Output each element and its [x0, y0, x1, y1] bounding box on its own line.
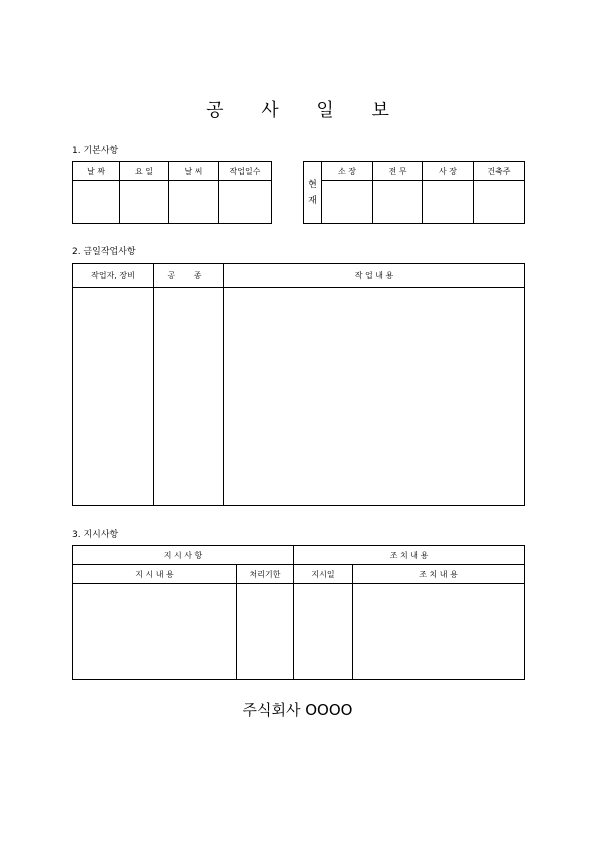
header-executive: 전 무 [373, 162, 423, 181]
approval-side-label [304, 162, 322, 224]
weather-cell[interactable] [169, 181, 219, 224]
header-weather: 날 씨 [169, 162, 219, 181]
workers-equipment-cell[interactable] [73, 288, 154, 506]
instruction-content-cell[interactable] [73, 584, 237, 680]
president-sign-cell[interactable] [423, 181, 474, 224]
header-instructions-group: 지 시 사 항 [73, 546, 294, 565]
header-weekday: 요 일 [120, 162, 169, 181]
header-work-content: 작 업 내 용 [224, 264, 525, 288]
section-2-label: 2. 금일작업사항 [72, 247, 136, 257]
header-owner: 건축주 [474, 162, 525, 181]
header-action-content: 조 치 내 용 [353, 565, 525, 584]
approval-table [303, 161, 525, 224]
basic-info-table [72, 161, 272, 224]
page-title: 공 사 일 보 [206, 100, 405, 121]
instruction-date-cell[interactable] [294, 584, 353, 680]
owner-sign-cell[interactable] [474, 181, 525, 224]
executive-sign-cell[interactable] [373, 181, 423, 224]
header-workers-equipment: 작업자, 장비 [73, 264, 154, 288]
header-deadline: 처리기한 [237, 565, 294, 584]
section-3-label: 3. 지시사항 [72, 530, 119, 540]
deadline-cell[interactable] [237, 584, 294, 680]
action-content-cell[interactable] [353, 584, 525, 680]
header-date: 날 짜 [73, 162, 120, 181]
work-type-cell[interactable] [154, 288, 224, 506]
instructions-table [72, 545, 525, 680]
approval-side-char-1: 현 [308, 179, 317, 190]
approval-side-char-2: 재 [308, 195, 317, 206]
header-site-manager: 소 장 [322, 162, 373, 181]
weekday-cell[interactable] [120, 181, 169, 224]
section-1-label: 1. 기본사항 [72, 146, 119, 156]
header-instruction-date: 지시일 [294, 565, 353, 584]
header-work-type: 공 종 [154, 264, 224, 288]
site-manager-sign-cell[interactable] [322, 181, 373, 224]
work-content-cell[interactable] [224, 288, 525, 506]
work-days-cell[interactable] [219, 181, 272, 224]
header-instruction-content: 지 시 내 용 [73, 565, 237, 584]
header-president: 사 장 [423, 162, 474, 181]
header-work-days: 작업일수 [219, 162, 272, 181]
company-name: 주식회사 OOOO [242, 701, 353, 719]
today-work-table [72, 263, 525, 506]
header-actions-group: 조 치 내 용 [294, 546, 525, 565]
date-cell[interactable] [73, 181, 120, 224]
